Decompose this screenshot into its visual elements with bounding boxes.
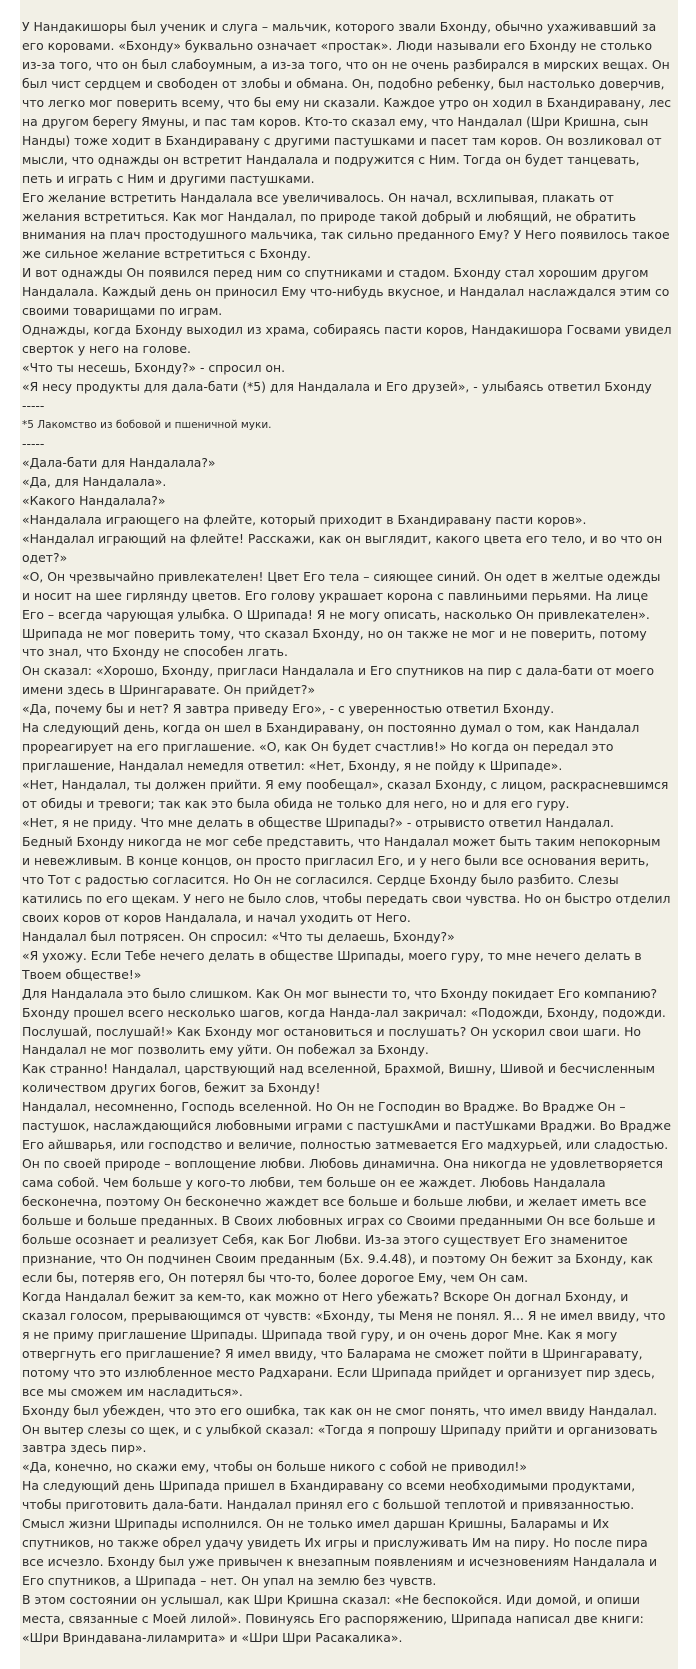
paragraph: Он сказал: «Хорошо, Бхонду, пригласи Нандалала и Его спутников на пир с дала-бати от моего имени здесь в Шрингаравате. Он прийдет?» — [22, 663, 655, 698]
paragraph: «Я ухожу. Если Тебе нечего делать в обществе Шрипады, моего гуру, то мне нечего делать в Твоем обществе!» — [22, 947, 642, 982]
paragraph: И вот однажды Он появился перед ним со спутниками и стадом. Бхонду стал хорошим другом Нандалала. Каждый день он приносил Ему что-нибудь вкусное, и Нандалал наслаждался этим со своими товарищами по играм. — [22, 265, 670, 319]
paragraph: «Нандалал играющий на флейте! Расскажи, как он выглядит, какого цвета его тело, и во что он одет?» — [22, 530, 663, 565]
paragraph: Когда Нандалал бежит за кем-то, как можно от Него убежать? Вскоре Он догнал Бхонду, и сказал голосом, прерывающимся от чувств: «Бхонду, ты Меня не понял. Я... Я не имел ввиду, что я не приму приглашение Шрипады. Шрипада твой гуру, и он очень дорог Мне. Как я могу отвергнуть его приглашение? Я имел ввиду, что Баларама не сможет пойти в Шрингаравату, потому что это излюбленное место Радхарани. Если Шрипада прийдет и организует пир здесь, все мы сможем им насладиться». — [22, 1288, 666, 1399]
paragraph: «Нет, я не приду. Что мне делать в обществе Шрипады?» - отрывисто ответил Нандалал. — [22, 815, 614, 831]
paragraph: «Да, конечно, но скажи ему, чтобы он больше никого с собой не приводил!» — [22, 1459, 527, 1475]
paragraph: Бедный Бхонду никогда не мог себе представить, что Нандалал может быть таким непокорным и невежливым. В конце концов, он просто пригласил Его, и у него были все основания верить, что Тот с радостью согласится. Но Он не согласился. Сердце Бхонду было разбито. Слезы катились по его щекам. У него не было слов, чтобы передать свои чувства. Но он быстро отделил своих коров от коров Нандалала, и начал уходить от Него. — [22, 833, 671, 925]
paragraph: Его желание встретить Нандалала все увеличивалось. Он начал, всхлипывая, плакать от желания встретиться. Как мог Нандалал, по природе такой добрый и любящий, не обратить внимания на плач простодушного мальчика, так сильно преданного Ему? У Него появилось такое же сильное желание встретиться с Бхонду. — [22, 189, 670, 262]
story-text-block — [20, 0, 678, 1669]
footnote: *5 Лакомство из бобовой и пшеничной муки. — [22, 419, 272, 432]
footnote-divider: ----- — [22, 398, 45, 414]
paragraph: «Нандалала играющего на флейте, который приходит в Бхандиравану пасти коров». — [22, 511, 587, 527]
paragraph: «Дала-бати для Нандалала?» — [22, 454, 216, 470]
paragraph: Как странно! Нандалал, царствующий над вселенной, Брахмой, Вишну, Шивой и бесчисленным количеством других богов, бежит за Бхонду! — [22, 1061, 656, 1096]
paragraph: В этом состоянии он услышал, как Шри Кришна сказал: «Не беспокойся. Иди домой, и опиши места, связанные с Моей лилой». Повинуясь Его распоряжению, Шрипада написал две книги: «Шри Вриндавана-лиламрита» и «Шри Шри Расакалика». — [22, 1592, 644, 1646]
paragraph: «Какого Нандалала?» — [22, 492, 166, 508]
paragraph: «Что ты несешь, Бхонду?» - спросил он. — [22, 360, 286, 376]
paragraph: Бхонду был убежден, что это его ошибка, так как он не смог понять, что имел ввиду Нандалал. Он вытер слезы со щек, и с улыбкой сказал: «Тогда я попрошу Шрипаду прийти и организовать завтра здесь пир». — [22, 1402, 658, 1456]
paragraph: «О, Он чрезвычайно привлекателен! Цвет Его тела – сияющее синий. Он одет в желтые одежды и носит на шее гирлянду цветов. Его голову украшает корона с павлиньими перьями. На лице Его – всегда чарующая улыбка. О Шрипада! Я не могу описать, насколько Он привлекателен». — [22, 568, 661, 622]
paragraph: Для Нандалала это было слишком. Как Он мог вынести то, что Бхонду покидает Его компанию? Бхонду прошел всего несколько шагов, когда Нанда-лал закричал: «Подожди, Бхонду, подожди. Послушай, послушай!» Как Бхонду мог остановиться и послушать? Он ускорил свои шаги. Но Нандалал не мог позволить ему уйти. Он побежал за Бхонду. — [22, 985, 666, 1058]
paragraph: Однажды, когда Бхонду выходил из храма, собираясь пасти коров, Нандакишора Госвами увидел сверток у него на голове. — [22, 322, 672, 357]
paragraph: У Нандакишоры был ученик и слуга – мальчик, которого звали Бхонду, обычно ухаживавший за его коровами. «Бхонду» буквально означает «простак». Люди называли его Бхонду не столько из-за того, что он был слабоумным, а из-за того, что он не очень разбирался в мирских вещах. Он был чист сердцем и свободен от злобы и обмана. Он, подобно ребенку, был настолько доверчив, что легко мог поверить всему, что бы ему ни сказали. Каждое утро он ходил в Бхандиравану, лес на другом берегу Ямуны, и пас там коров. Кто-то сказал ему, что Нандалал (Шри Кришна, сын Нанды) тоже ходит в Бхандиравану с другими пастушками и пасет там коров. Он возликовал от мысли, что однажды он встретит Нандалала и подружится с Ним. Тогда он будет танцевать, петь и играть с Ним и другими пастушками. — [22, 19, 672, 186]
paragraph: «Да, для Нандалала». — [22, 473, 167, 489]
paragraph: На следующий день Шрипада пришел в Бхандиравану со всеми необходимыми продуктами, чтобы приготовить дала-бати. Нандалал принял его с большой теплотой и привязанностью. Смысл жизни Шрипады исполнился. Он не только имел даршан Кришны, Баларамы и Их спутников, но также обрел удачу увидеть Их игры и прислуживать Им на пиру. Но после пира все исчезло. Бхонду был уже привычен к внезапным появлениям и исчезновениям Нандалала и Его спутников, а Шрипада – нет. Он упал на землю без чувств. — [22, 1478, 658, 1589]
paragraph: «Я несу продукты для дала-бати (*5) для Нандалала и Его друзей», - улыбаясь ответил Бхонду — [22, 379, 652, 395]
paragraph: «Да, почему бы и нет? Я завтра приведу Его», - с уверенностью ответил Бхонду. — [22, 701, 555, 717]
paragraph: На следующий день, когда он шел в Бхандиравану, он постоянно думал о том, как Нандалал прореагирует на его приглашение. «О, как Он будет счастлив!» Но когда он передал это приглашение, Нандалал немедля ответил: «Нет, Бхонду, я не пойду к Шрипаде». — [22, 720, 640, 774]
paragraph: Нандалал, несомненно, Господь вселенной. Но Он не Господин во Врадже. Во Врадже Он – пастушок, наслаждающийся любовными играми с пастушкАми и пастУшками Враджи. Во Врадже Его айшварья, или господство и величие, полностью затмевается Его мадхурьей, или сладостью. Он по своей природе – воплощение любви. Любовь динамична. Она никогда не удовлетворяется сама собой. Чем больше у кого-то любви, тем больше он ее жаждет. Любовь Нандалала бесконечна, поэтому Он бесконечно жаждет все больше и больше любви, и желает иметь все больше и больше преданных. В Своих любовных играх со Своими преданными Он все больше и больше осознает и реализует Себя, как Бог Любви. Из-за этого существует Его знаменитое признание, что Он подчинен Своим преданным (Бх. 9.4.48), и поэтому Он бежит за Бхонду, как если бы, потеряв его, Он потерял бы что-то, более дорогое Ему, чем Он сам. — [22, 1099, 671, 1285]
footnote-divider: ----- — [22, 435, 45, 451]
paragraph: Нандалал был потрясен. Он спросил: «Что ты делаешь, Бхонду?» — [22, 928, 455, 944]
paragraph: Шрипада не мог поверить тому, что сказал Бхонду, но он также не мог и не поверить, потому что знал, что Бхонду не способен лгать. — [22, 625, 647, 660]
paragraph: «Нет, Нандалал, ты должен прийти. Я ему пообещал», сказал Бхонду, с лицом, раскрасневшимся от обиды и тревоги; так как это была обида не только для него, но и для его гуру. — [22, 777, 669, 812]
